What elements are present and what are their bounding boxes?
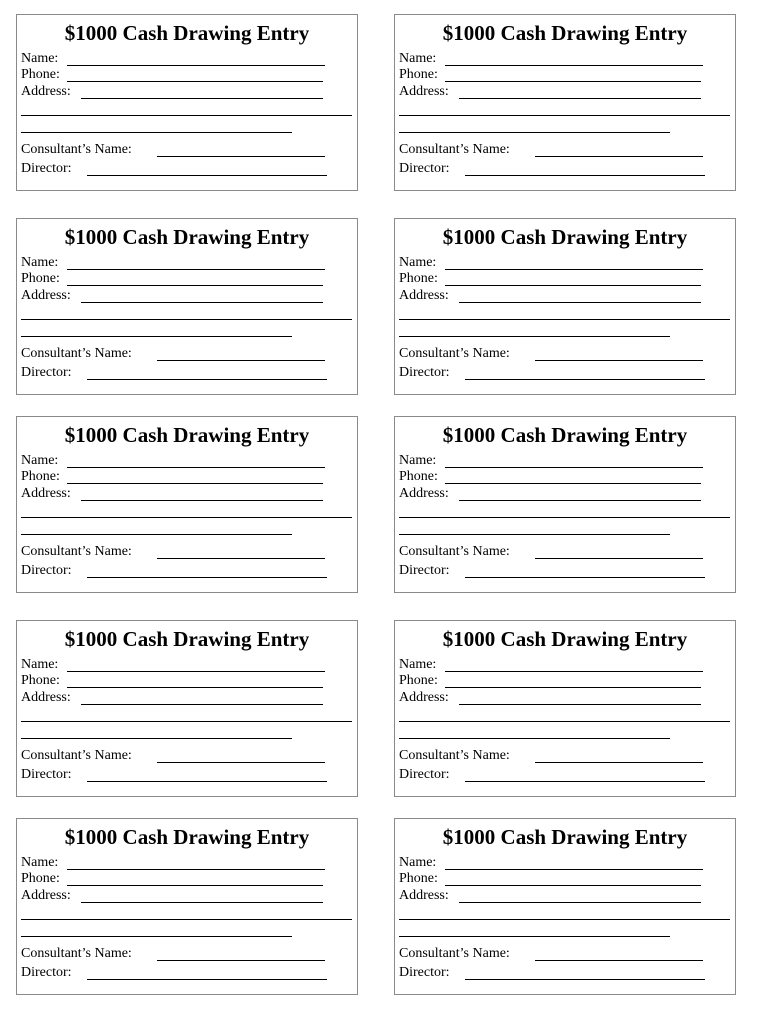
address-line-3[interactable] (399, 132, 670, 133)
director-line[interactable] (87, 379, 327, 380)
entry-card-title: $1000 Cash Drawing Entry (64, 225, 310, 249)
address-label: Address: (21, 288, 71, 303)
address-label: Address: (21, 888, 71, 903)
phone-line[interactable] (445, 285, 701, 286)
name-label: Name: (399, 657, 437, 672)
director-line[interactable] (465, 379, 705, 380)
phone-label: Phone: (399, 67, 438, 82)
phone-label: Phone: (399, 469, 438, 484)
phone-line[interactable] (67, 81, 323, 82)
name-label: Name: (399, 453, 437, 468)
address-label: Address: (399, 690, 449, 705)
entry-card-title: $1000 Cash Drawing Entry (64, 423, 310, 447)
director-label: Director: (21, 563, 72, 578)
entry-card-title: $1000 Cash Drawing Entry (64, 627, 310, 651)
name-line[interactable] (445, 869, 703, 870)
entry-card (394, 818, 736, 995)
director-label: Director: (399, 161, 450, 176)
entry-card (394, 620, 736, 797)
name-label: Name: (21, 51, 59, 66)
director-label: Director: (399, 965, 450, 980)
address-line-2[interactable] (399, 919, 730, 920)
entry-card-title: $1000 Cash Drawing Entry (442, 423, 688, 447)
consultant-name-label: Consultant’s Name: (399, 748, 510, 763)
name-label: Name: (21, 657, 59, 672)
address-line[interactable] (81, 98, 323, 99)
phone-line[interactable] (67, 285, 323, 286)
name-line[interactable] (445, 65, 703, 66)
address-line[interactable] (459, 500, 701, 501)
director-label: Director: (21, 965, 72, 980)
director-line[interactable] (87, 175, 327, 176)
phone-line[interactable] (445, 81, 701, 82)
consultant-name-line[interactable] (157, 156, 325, 157)
address-line-2[interactable] (21, 115, 352, 116)
consultant-name-line[interactable] (157, 960, 325, 961)
name-line[interactable] (67, 467, 325, 468)
address-line-3[interactable] (21, 132, 292, 133)
entry-card (394, 14, 736, 191)
name-label: Name: (21, 453, 59, 468)
entry-card (394, 218, 736, 395)
entry-card (16, 818, 358, 995)
address-line-3[interactable] (399, 336, 670, 337)
address-line-3[interactable] (21, 534, 292, 535)
name-label: Name: (21, 255, 59, 270)
address-line-3[interactable] (21, 336, 292, 337)
address-line[interactable] (81, 704, 323, 705)
consultant-name-label: Consultant’s Name: (399, 346, 510, 361)
director-line[interactable] (465, 781, 705, 782)
entry-card-title: $1000 Cash Drawing Entry (64, 21, 310, 45)
director-line[interactable] (465, 175, 705, 176)
address-line-3[interactable] (399, 738, 670, 739)
address-line-2[interactable] (399, 517, 730, 518)
phone-label: Phone: (21, 67, 60, 82)
address-label: Address: (21, 690, 71, 705)
name-label: Name: (21, 855, 59, 870)
director-label: Director: (21, 767, 72, 782)
address-line[interactable] (459, 704, 701, 705)
entry-card-title: $1000 Cash Drawing Entry (442, 825, 688, 849)
address-line[interactable] (459, 302, 701, 303)
consultant-name-label: Consultant’s Name: (21, 346, 132, 361)
consultant-name-label: Consultant’s Name: (21, 946, 132, 961)
phone-line[interactable] (445, 687, 701, 688)
consultant-name-label: Consultant’s Name: (399, 946, 510, 961)
consultant-name-label: Consultant’s Name: (21, 142, 132, 157)
address-line-3[interactable] (21, 738, 292, 739)
address-line-3[interactable] (21, 936, 292, 937)
phone-label: Phone: (21, 271, 60, 286)
name-line[interactable] (445, 467, 703, 468)
address-label: Address: (399, 888, 449, 903)
consultant-name-label: Consultant’s Name: (21, 748, 132, 763)
consultant-name-line[interactable] (157, 558, 325, 559)
phone-label: Phone: (21, 871, 60, 886)
entry-card-title: $1000 Cash Drawing Entry (442, 225, 688, 249)
name-line[interactable] (67, 269, 325, 270)
address-line-2[interactable] (21, 721, 352, 722)
name-line[interactable] (445, 671, 703, 672)
name-line[interactable] (445, 269, 703, 270)
consultant-name-label: Consultant’s Name: (399, 544, 510, 559)
consultant-name-line[interactable] (157, 762, 325, 763)
director-line[interactable] (465, 979, 705, 980)
consultant-name-line[interactable] (535, 960, 703, 961)
entry-card (16, 416, 358, 593)
name-line[interactable] (67, 671, 325, 672)
address-line-2[interactable] (399, 319, 730, 320)
phone-line[interactable] (445, 885, 701, 886)
entry-card-title: $1000 Cash Drawing Entry (442, 627, 688, 651)
entry-card (16, 218, 358, 395)
address-line[interactable] (459, 98, 701, 99)
name-line[interactable] (67, 869, 325, 870)
name-label: Name: (399, 51, 437, 66)
name-label: Name: (399, 855, 437, 870)
entry-card-title: $1000 Cash Drawing Entry (64, 825, 310, 849)
address-label: Address: (399, 288, 449, 303)
phone-label: Phone: (399, 673, 438, 688)
address-line[interactable] (81, 302, 323, 303)
address-line[interactable] (81, 902, 323, 903)
address-line-2[interactable] (21, 517, 352, 518)
director-line[interactable] (87, 781, 327, 782)
director-label: Director: (21, 161, 72, 176)
phone-line[interactable] (67, 687, 323, 688)
consultant-name-line[interactable] (535, 558, 703, 559)
phone-label: Phone: (399, 271, 438, 286)
phone-line[interactable] (67, 483, 323, 484)
address-line-2[interactable] (399, 115, 730, 116)
director-line[interactable] (87, 577, 327, 578)
address-line[interactable] (459, 902, 701, 903)
address-label: Address: (21, 84, 71, 99)
name-line[interactable] (67, 65, 325, 66)
director-line[interactable] (87, 979, 327, 980)
address-line-2[interactable] (21, 919, 352, 920)
phone-label: Phone: (21, 673, 60, 688)
entry-card (16, 620, 358, 797)
consultant-name-line[interactable] (535, 762, 703, 763)
consultant-name-label: Consultant’s Name: (21, 544, 132, 559)
director-label: Director: (399, 365, 450, 380)
phone-label: Phone: (21, 469, 60, 484)
phone-line[interactable] (445, 483, 701, 484)
director-label: Director: (399, 767, 450, 782)
consultant-name-label: Consultant’s Name: (399, 142, 510, 157)
address-line-3[interactable] (399, 936, 670, 937)
consultant-name-line[interactable] (535, 360, 703, 361)
director-label: Director: (399, 563, 450, 578)
consultant-name-line[interactable] (535, 156, 703, 157)
address-line-2[interactable] (21, 319, 352, 320)
entry-card (16, 14, 358, 191)
phone-line[interactable] (67, 885, 323, 886)
address-label: Address: (399, 486, 449, 501)
director-label: Director: (21, 365, 72, 380)
phone-label: Phone: (399, 871, 438, 886)
name-label: Name: (399, 255, 437, 270)
address-label: Address: (399, 84, 449, 99)
address-line-2[interactable] (399, 721, 730, 722)
entry-card (394, 416, 736, 593)
address-line[interactable] (81, 500, 323, 501)
consultant-name-line[interactable] (157, 360, 325, 361)
entry-card-title: $1000 Cash Drawing Entry (442, 21, 688, 45)
address-label: Address: (21, 486, 71, 501)
address-line-3[interactable] (399, 534, 670, 535)
director-line[interactable] (465, 577, 705, 578)
